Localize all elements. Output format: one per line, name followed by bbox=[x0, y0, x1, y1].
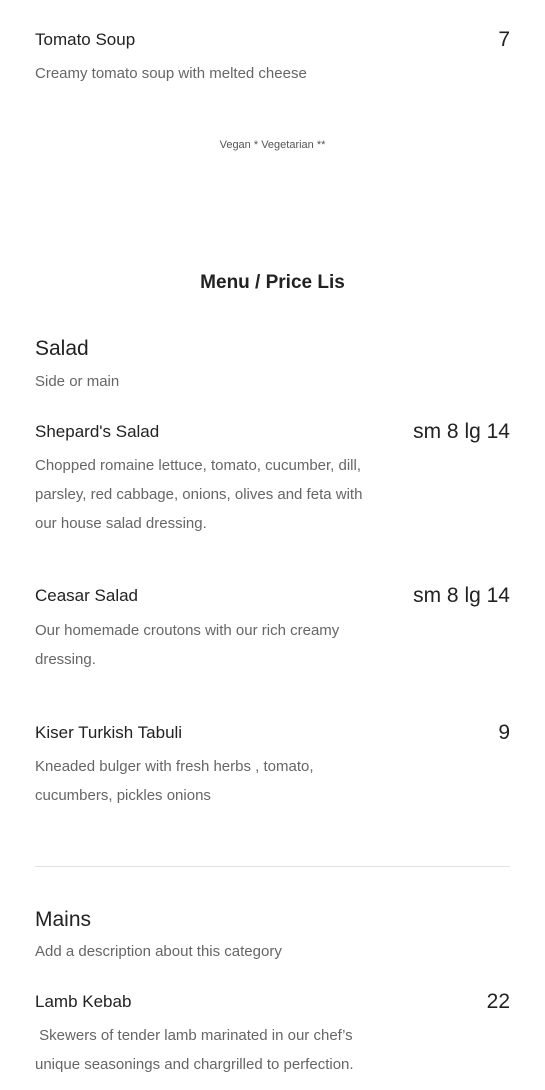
menu-item-price: sm 8 lg 14 bbox=[413, 584, 510, 607]
category-title: Mains bbox=[35, 908, 92, 931]
menu-item-description: Creamy tomato soup with melted cheese bbox=[35, 65, 307, 82]
category-divider bbox=[35, 866, 510, 867]
menu-item-price: 7 bbox=[498, 28, 510, 51]
menu-item-name: Tomato Soup bbox=[35, 30, 136, 49]
menu-item-name: Ceasar Salad bbox=[35, 586, 139, 605]
menu-item-description: Our homemade croutons with our rich creamy dressing. bbox=[35, 622, 340, 668]
menu-item-description: Kneaded bulger with fresh herbs , tomato, cucumbers, pickles onions bbox=[35, 758, 314, 804]
menu-item-price: 22 bbox=[486, 990, 510, 1013]
menu-item-price: 9 bbox=[498, 721, 510, 744]
menu-item-price: sm 8 lg 14 bbox=[413, 420, 510, 443]
menu-item-description: Skewers of tender lamb marinated in our chef’s unique seasonings and chargrilled to perfection. bbox=[35, 1027, 357, 1073]
menu-title: Menu / Price Lis bbox=[200, 272, 345, 293]
category-description: Add a description about this category bbox=[35, 943, 282, 960]
category-description: Side or main bbox=[35, 373, 120, 390]
menu-item-description: Chopped romaine lettuce, tomato, cucumber, dill, parsley, red cabbage, onions, olives and feta with our house salad dressing. bbox=[35, 457, 363, 532]
menu-item-name: Shepard's Salad bbox=[35, 422, 160, 441]
menu-item-name: Lamb Kebab bbox=[35, 992, 132, 1011]
menu-item-name: Kiser Turkish Tabuli bbox=[35, 723, 183, 742]
dietary-legend: Vegan * Vegetarian ** bbox=[219, 139, 326, 151]
category-title: Salad bbox=[35, 337, 89, 360]
